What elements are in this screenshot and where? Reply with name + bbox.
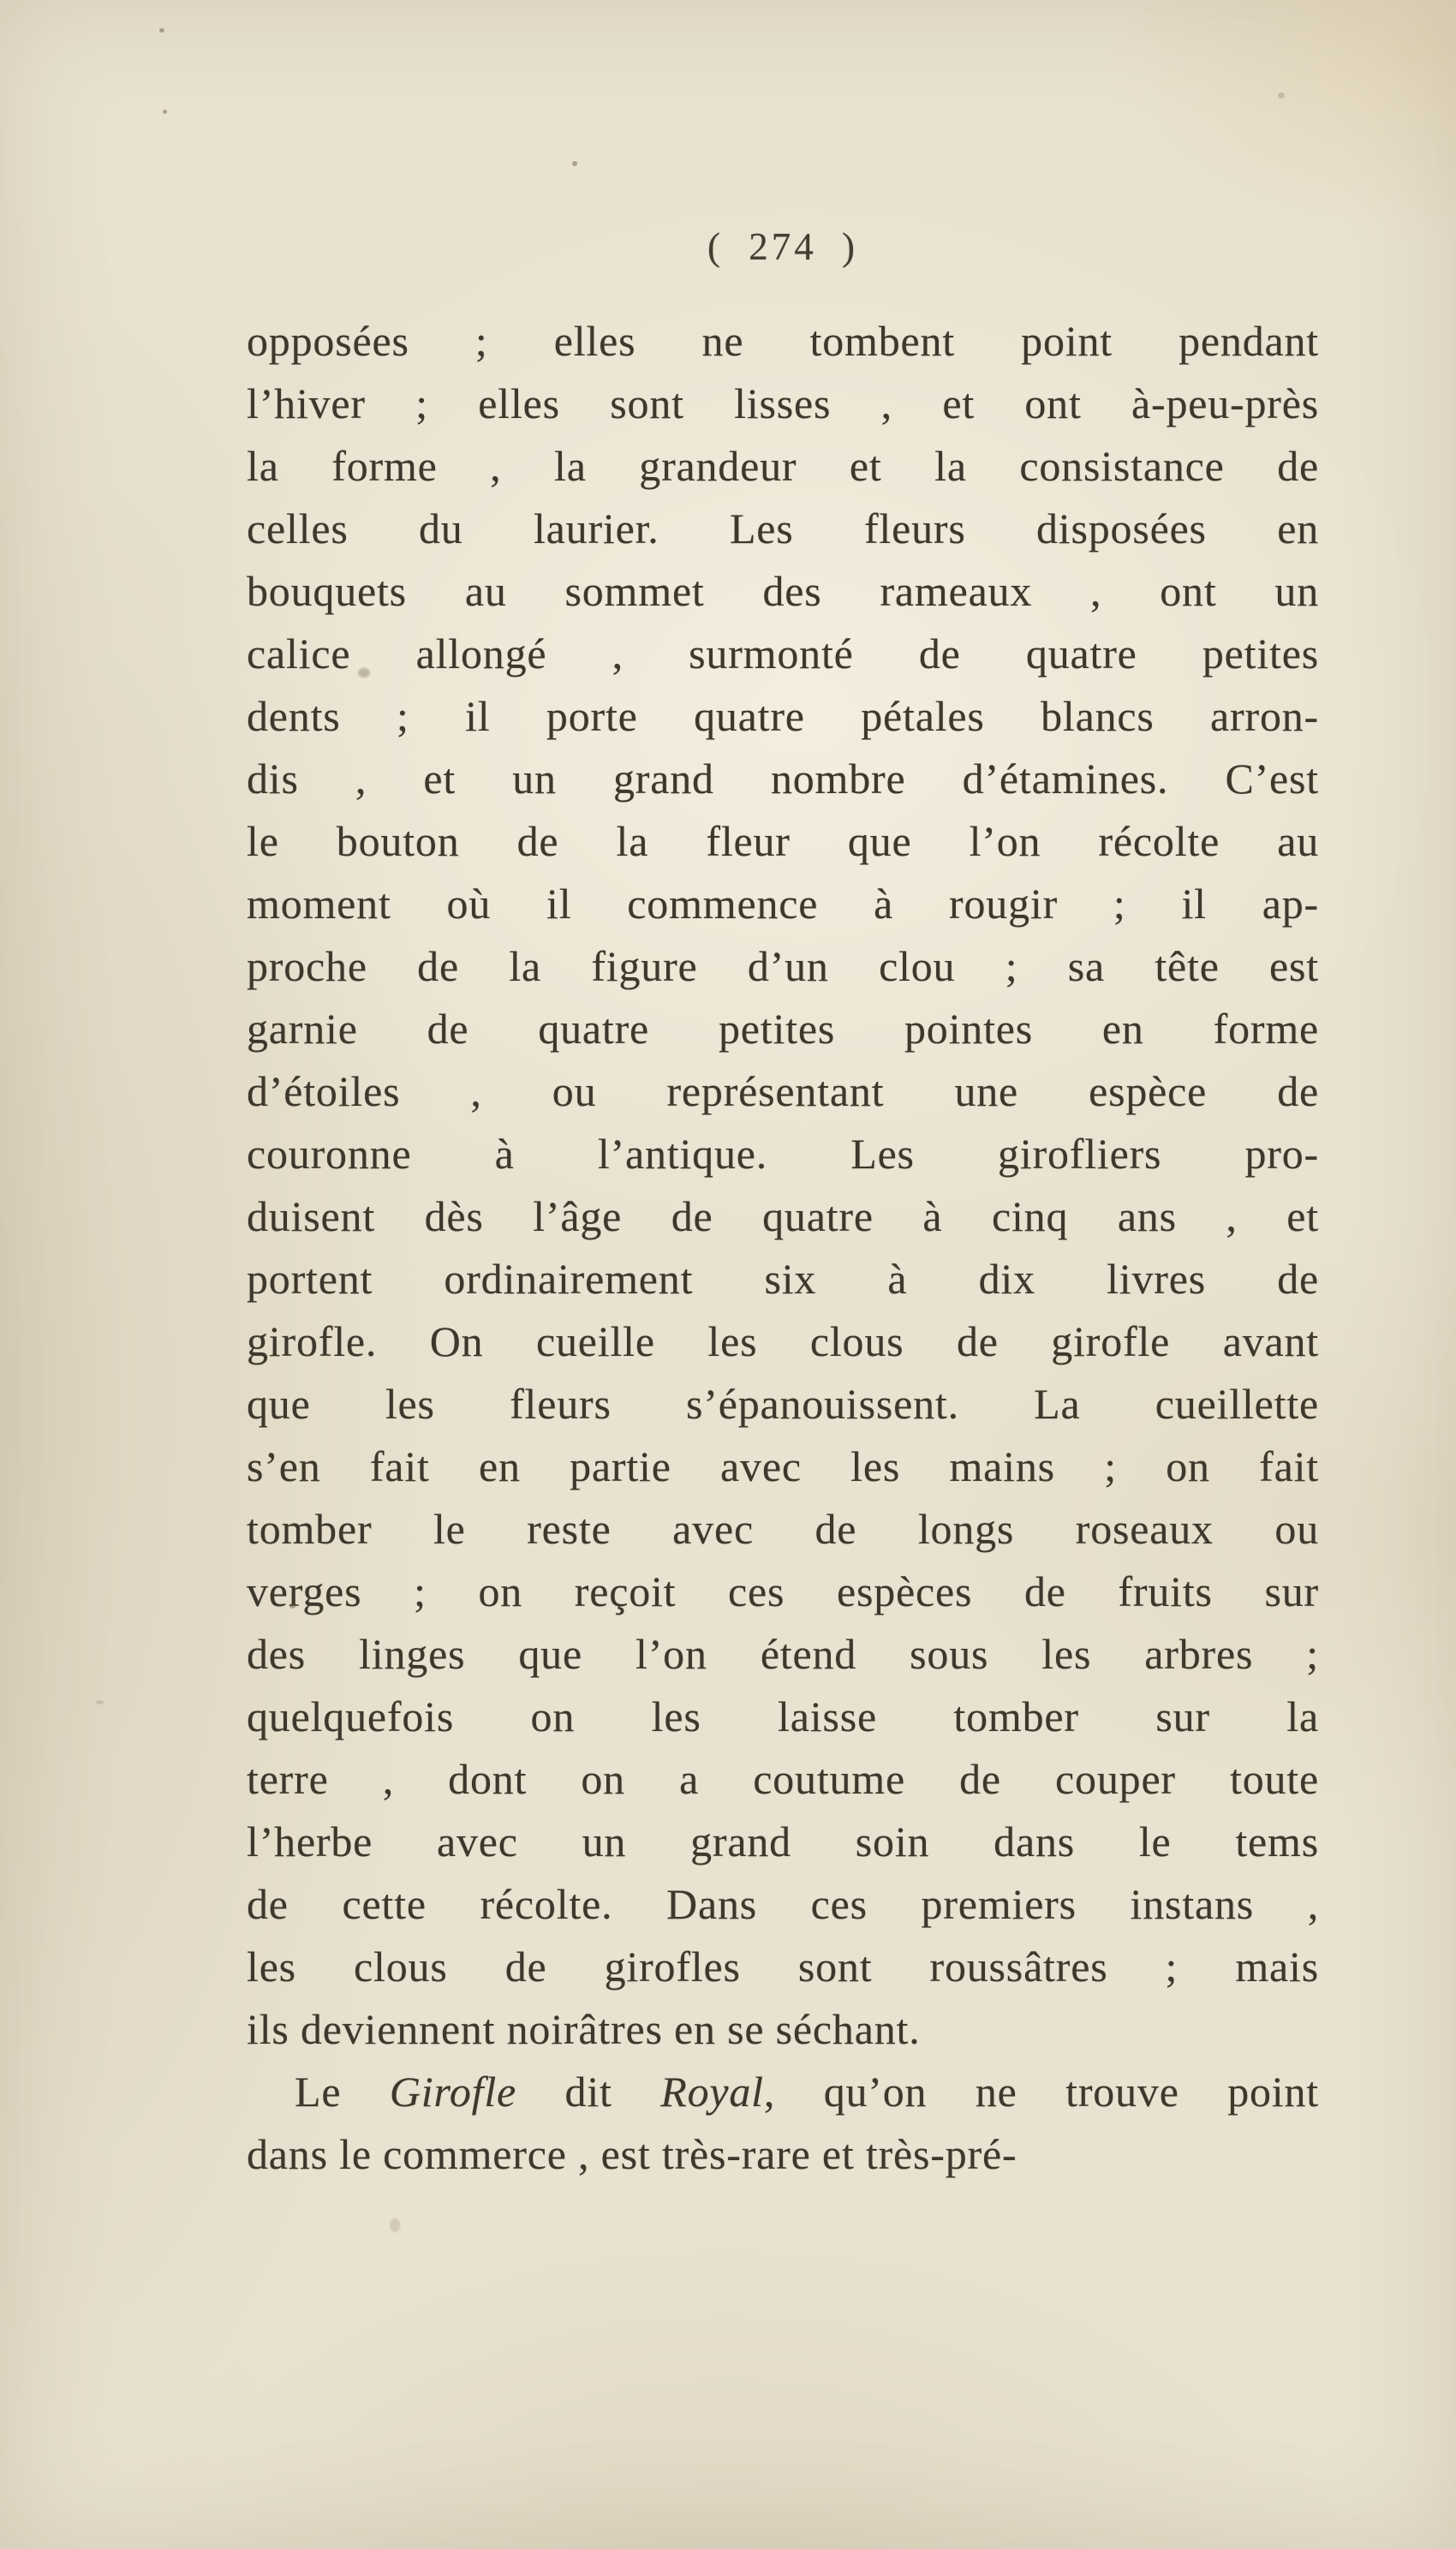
text-line [247,873,1319,935]
text-segment: girofle. On cueille les clous de girofle avant [247,1317,1319,1365]
paper-speck [1278,93,1285,98]
text-segment: des linges que l’on étend sous les arbres ; [247,1630,1319,1678]
text-segment: le bouton de la fleur que l’on récolte au [247,817,1319,865]
text-segment: celles du laurier. Les fleurs disposées en [247,504,1319,552]
text-segment: verges ; on reçoit ces espèces de fruits sur [247,1567,1319,1615]
text-segment: dents ; il porte quatre pétales blancs arron- [247,692,1319,740]
text-segment: quelquefois on les laisse tomber sur la [247,1692,1319,1740]
text-line [247,1936,1319,1998]
text-segment: Le [295,2068,390,2116]
text-line [247,810,1319,873]
text-segment: dit [516,2068,661,2116]
text-line [247,1310,1319,1373]
text-segment: bouquets au sommet des rameaux , ont un [247,567,1319,615]
text-segment: ils deviennent noirâtres en se séchant. [247,2005,921,2053]
text-line [247,1373,1319,1436]
text-segment: de cette récolte. Dans ces premiers instans , [247,1880,1319,1928]
text-segment: la forme , la grandeur et la consistance de [247,442,1319,490]
text-line [247,685,1319,748]
text-line [247,623,1319,685]
text-segment: terre , dont on a coutume de couper toute [247,1755,1319,1803]
text-line [247,1123,1319,1185]
text-line [247,2061,1319,2123]
text-segment: tomber le reste avec de longs roseaux ou [247,1505,1319,1553]
page-text [247,310,1319,2186]
paper-speck [159,28,164,33]
paper-speck [96,1700,104,1704]
text-line [247,2123,1319,2186]
text-segment: calice allongé , surmonté de quatre petites [247,630,1319,678]
text-segment: couronne à l’antique. Les girofliers pro- [247,1130,1319,1178]
page-number: ( 274 ) [707,225,858,268]
text-segment-italic: Royal [660,2068,764,2116]
text-line [247,310,1319,373]
text-line [247,1686,1319,1748]
text-line [247,935,1319,998]
text-segment: l’herbe avec un grand soin dans le tems [247,1818,1319,1865]
text-line [247,560,1319,623]
text-segment: l’hiver ; elles sont lisses , et ont à-peu-près [247,379,1319,427]
text-segment: duisent dès l’âge de quatre à cinq ans , et [247,1192,1319,1240]
text-line [247,1561,1319,1623]
text-line [247,373,1319,435]
text-segment-italic: Girofle [389,2068,517,2116]
text-segment: opposées ; elles ne tombent point pendant [247,317,1319,365]
text-line [247,1498,1319,1561]
ink-blot [390,2218,400,2232]
text-segment: dis , et un grand nombre d’étamines. C’est [247,755,1319,803]
text-segment: que les fleurs s’épanouissent. La cueillette [247,1380,1319,1428]
text-segment: portent ordinairement six à dix livres de [247,1255,1319,1303]
text-line [247,1060,1319,1123]
text-line [247,1436,1319,1498]
text-line [247,1185,1319,1248]
text-segment: s’en fait en partie avec les mains ; on fait [247,1442,1319,1490]
text-line [247,1998,1319,2061]
text-line [247,998,1319,1060]
paper-speck [289,1603,295,1609]
text-segment: dans le commerce , est très-rare et très-pré- [247,2130,1017,2178]
text-segment: d’étoiles , ou représentant une espèce de [247,1067,1319,1115]
text-segment: les clous de girofles sont roussâtres ; mais [247,1943,1319,1991]
paper-speck [163,110,167,114]
text-line [247,498,1319,560]
text-line [247,435,1319,498]
ink-blot [358,668,370,678]
text-line [247,1811,1319,1873]
text-segment: , qu’on ne trouve point [763,2068,1319,2116]
text-line [247,1748,1319,1811]
paper-speck [572,161,577,166]
text-line [247,748,1319,810]
text-segment: proche de la figure d’un clou ; sa tête est [247,942,1319,990]
text-line [247,1623,1319,1686]
text-segment: garnie de quatre petites pointes en forme [247,1005,1319,1053]
text-segment: moment où il commence à rougir ; il ap- [247,880,1319,928]
text-line [247,1873,1319,1936]
text-line [247,1248,1319,1310]
